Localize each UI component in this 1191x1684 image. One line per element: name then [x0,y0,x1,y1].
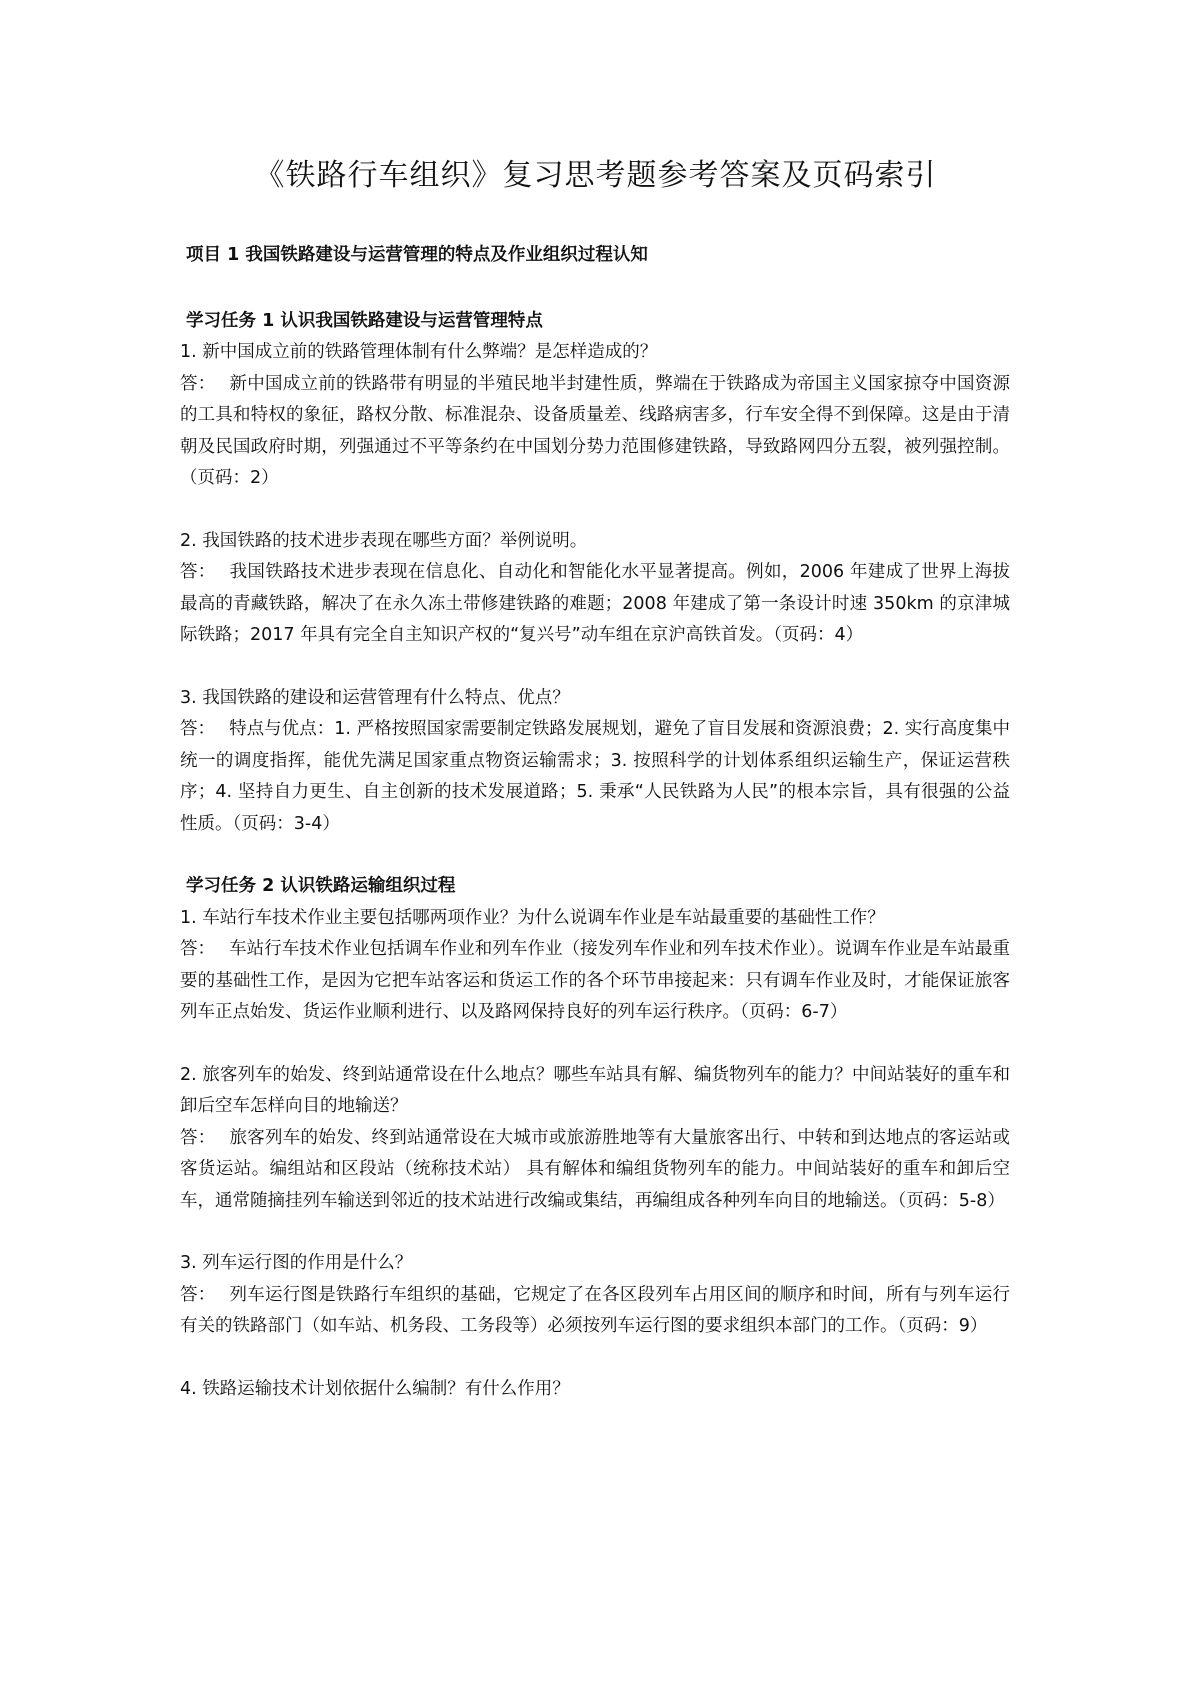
qa-item [180,903,1010,1029]
answer-label: 答： [180,1284,216,1305]
answer-body: 我国铁路技术进步表现在信息化、自动化和智能化水平显著提高。例如，2006 年建成了世界上海拔最高的青藏铁路，解决了在永久冻土带修建铁路的难题；2008 年建成了第一条设计时速 350km 的京津城际铁路；2017 年具有完全自主知识产权的“复兴号”动车组在京沪高铁首发。（页码：4） [180,562,1010,645]
qa-item [180,337,1010,495]
answer-text [180,369,1010,495]
answer-text [180,714,1010,840]
question-text: 1. 车站行车技术作业主要包括哪两项作业？为什么说调车作业是车站最重要的基础性工作？ [180,907,885,928]
answer-text [180,1123,1010,1218]
answer-body: 新中国成立前的铁路带有明显的半殖民地半封建性质，弊端在于铁路成为帝国主义国家掠夺中国资源的工具和特权的象征，路权分散、标准混杂、设备质量差、线路病害多，行车安全得不到保障。这是由于清朝及民国政府时期，列强通过不平等条约在中国划分势力范围修建铁路，导致路网四分五裂，被列强控制。（页码：2） [180,373,1011,488]
task-heading: 学习任务 1 认识我国铁路建设与运营管理特点 [186,310,543,331]
task-section-2 [180,871,1010,1405]
document-body [180,240,1010,1436]
task-section-1 [180,306,1010,841]
answer-label: 答： [180,373,216,394]
document-title: 《铁路行车组织》复习思考题参考答案及页码索引 [254,158,937,193]
answer-label: 答： [180,562,216,582]
question-text: 1. 新中国成立前的铁路管理体制有什么弊端？是怎样造成的？ [180,342,658,362]
answer-text [180,1280,1010,1343]
question-text: 3. 列车运行图的作用是什么？ [180,1253,413,1273]
answer-body: 车站行车技术作业包括调车作业和列车作业（接发列车作业和列车技术作业）。说调车作业是车站最重要的基础性工作，是因为它把车站客运和货运工作的各个环节串接起来：只有调车作业及时，才能保证旅客列车正点始发、货运作业顺利进行、以及路网保持良好的列车运行秩序。（页码：6-7） [180,939,1011,1022]
qa-item [180,1060,1010,1218]
question-text: 2. 我国铁路的技术进步表现在哪些方面？举例说明。 [180,530,588,551]
question-text: 3. 我国铁路的建设和运营管理有什么特点、优点？ [180,687,570,708]
answer-body: 旅客列车的始发、终到站通常设在大城市或旅游胜地等有大量旅客出行、中转和到达地点的客运站或客货运站。编组站和区段站（统称技术站） 具有解体和编组货物列车的能力。中间站装好的重车和卸后空车，通常随摘挂列车输送到邻近的技术站进行改编或集结，再编组成各种列车向目的地输送。（页码：5-8） [180,1127,1011,1211]
question-text: 4. 铁路运输技术计划依据什么编制？有什么作用？ [180,1378,570,1399]
question-text: 2. 旅客列车的始发、终到站通常设在什么地点？哪些车站具有解、编货物列车的能力？中间站装好的重车和卸后空车怎样向目的地输送？ [180,1064,1010,1116]
answer-text [180,934,1010,1029]
answer-label: 答： [180,1127,216,1148]
answer-text [180,557,1010,652]
task-heading: 学习任务 2 认识铁路运输组织过程 [186,876,456,896]
answer-label: 答： [180,939,216,959]
project-heading: 项目 1 我国铁路建设与运营管理的特点及作业组织过程认知 [186,245,648,265]
qa-item [180,526,1010,652]
qa-item [180,1374,1010,1406]
answer-body: 特点与优点：1. 严格按照国家需要制定铁路发展规划，避免了盲目发展和资源浪费；2. 实行高度集中统一的调度指挥，能优先满足国家重点物资运输需求；3. 按照科学的计划体系组织运输生产，保证运营秩序；4. 坚持自力更生、自主创新的技术发展道路；5. 秉承“人民铁路为人民”的根本宗旨，具有很强的公益性质。（页码：3-4） [180,719,1010,834]
answer-label: 答： [180,719,216,739]
answer-body: 列车运行图是铁路行车组织的基础，它规定了在各区段列车占用区间的顺序和时间，所有与列车运行有关的铁路部门（如车站、机务段、工务段等）必须按列车运行图的要求组织本部门的工作。（页码：9） [180,1284,1011,1336]
qa-item [180,1248,1010,1343]
qa-item [180,683,1010,841]
